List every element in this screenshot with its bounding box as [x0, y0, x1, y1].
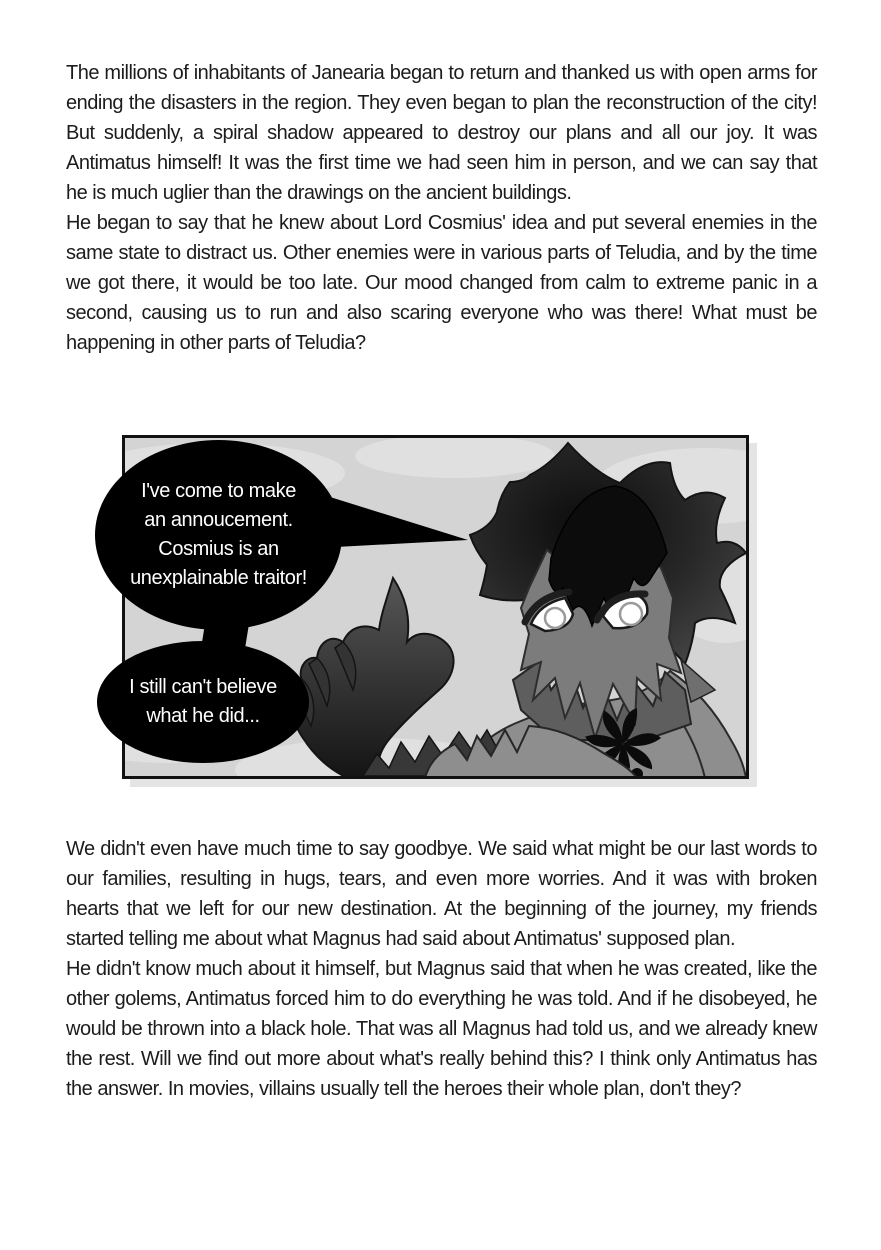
paragraph-magnus: He didn't know much about it himself, but Magnus said that when he was created, like the other golems, Antimatus forced him to do everything he was told. And if he disobeyed, he would be thrown into a black hole. That was all Magnus had told us, and we already knew the rest. Will we find out more about what's really behind this? I think only Antimatus has the answer. In movies, villains usually tell the heroes their whole plan, don't they? — [66, 958, 817, 1100]
left-iris — [545, 608, 565, 628]
right-iris — [620, 603, 642, 625]
story-text-bottom — [66, 834, 817, 1104]
comic-panel — [122, 435, 749, 779]
paragraph-goodbye: We didn't even have much time to say goodbye. We said what might be our last words to our families, resulting in hugs, tears, and even more worries. And it was with broken hearts that we left for our new destination. At the beginning of the journey, my friends started telling me about what Magnus had said about Antimatus' supposed plan. — [66, 838, 817, 950]
bubble-line: unexplainable traitor! — [130, 567, 307, 589]
speech-bubble-announcement — [95, 440, 342, 630]
paragraph-cosmius-idea: He began to say that he knew about Lord Cosmius' idea and put several enemies in the same state to distract us. Other enemies were in various parts of Teludia, and by the time we got there, it would be too late. Our mood changed from calm to extreme panic in a second, causing us to run and also scaring everyone who was there! What must be happening in other parts of Teludia? — [66, 212, 817, 354]
bubble-line: an annoucement. — [144, 509, 293, 531]
bubble-line: what he did... — [146, 705, 260, 727]
speech-bubble-disbelief — [97, 641, 309, 763]
bubble-line: Cosmius is an — [158, 538, 279, 560]
bubble-line: I still can't believe — [129, 676, 277, 698]
paragraph-janearia: The millions of inhabitants of Janearia began to return and thanked us with open arms for ending the disasters in the region. They even began to plan the reconstruction of the city! But suddenly, a spiral shadow appeared to destroy our plans and all our joy. It was Antimatus himself! It was the first time we had seen him in person, and we can say that he is much uglier than the drawings on the ancient buildings. — [66, 62, 817, 204]
story-text-top — [66, 58, 817, 358]
bubble-line: I've come to make — [141, 480, 296, 502]
